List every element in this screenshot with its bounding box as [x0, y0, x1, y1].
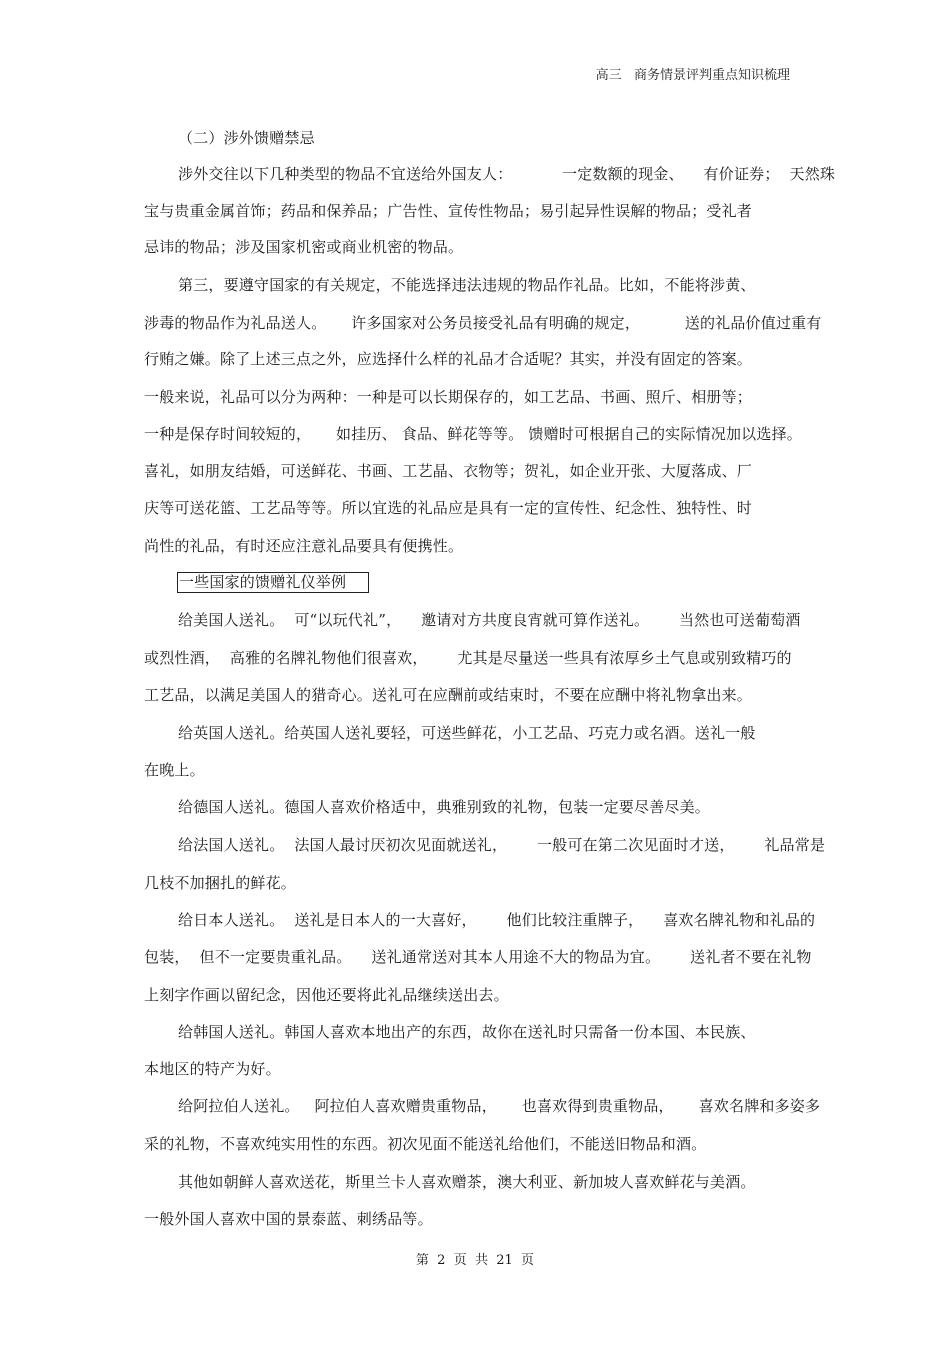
- paragraph-line: 喜礼，如朋友结婚，可送鲜花、书画、工艺晶、衣物等；贺礼，如企业开张、大厦落成、厂: [144, 462, 753, 480]
- paragraph-line: 一种是保存时间较短的， 如挂历、 食品、鲜花等等。 馈赠时可根据自己的实际情况加以选择。: [144, 425, 802, 443]
- running-header: 高三 商务情景评判重点知识梳理: [595, 68, 790, 83]
- paragraph-line: 本地区的特产为好。: [144, 1060, 281, 1078]
- section-heading: （二）涉外馈赠禁忌: [178, 129, 315, 147]
- paragraph-line: 给阿拉伯人送礼。 阿拉伯人喜欢赠贵重物品， 也喜欢得到贵重物品， 喜欢名牌和多姿多: [178, 1097, 821, 1115]
- paragraph-line: 一般外国人喜欢中国的景泰蓝、刺绣品等。: [144, 1210, 433, 1228]
- paragraph-line: 一般来说，礼品可以分为两种：一种是可以长期保存的，如工艺品、书画、照斤、相册等；: [144, 388, 753, 406]
- boxed-subheading: 一些国家的馈赠礼仪举例: [177, 572, 369, 593]
- paragraph-line: 行贿之嫌。除了上述三点之外，应选择什么样的礼品才合适呢？其实，并没有固定的答案。: [144, 350, 753, 368]
- paragraph-line: 给美国人送礼。 可“以玩代礼”， 邀请对方共度良宵就可算作送礼。 当然也可送葡萄酒: [178, 611, 801, 629]
- paragraph-line: 其他如朝鲜人喜欢送花，斯里兰卡人喜欢赠茶，澳大利亚、新加坡人喜欢鲜花与美酒。: [178, 1173, 756, 1191]
- paragraph-line: 几枝不加捆扎的鲜花。: [144, 874, 297, 892]
- paragraph-line: 给法国人送礼。 法国人最讨厌初次见面就送礼， 一般可在第二次见面时才送， 礼品常是: [178, 836, 826, 854]
- page-number-footer: 第 2 页 共 21 页: [415, 1253, 535, 1268]
- paragraph-line: 包装， 但不一定要贵重礼品。 送礼通常送对其本人用途不大的物品为宜。 送礼者不要在礼物: [144, 948, 812, 966]
- paragraph-line: 采的礼物，不喜欢纯实用性的东西。初次见面不能送礼给他们，不能送旧物品和酒。: [144, 1135, 707, 1153]
- paragraph-line: 涉外交往以下几种类型的物品不宜送给外国友人： 一定数额的现金、 有价证券； 天然珠: [178, 165, 836, 183]
- paragraph-line: 涉毒的物品作为礼品送人。 许多国家对公务员接受礼品有明确的规定， 送的礼品价值过重有: [144, 314, 822, 332]
- paragraph-line: 在晚上。: [144, 761, 205, 779]
- paragraph-line: 或烈性酒， 高雅的名牌礼物他们很喜欢， 尤其是尽量送一些具有浓厚乡土气息或别致精巧的: [144, 649, 792, 667]
- paragraph-line: 忌讳的物品；涉及国家机密或商业机密的物品。: [144, 238, 464, 256]
- paragraph-line: 庆等可送花篮、工艺品等等。所以宜选的礼品应是具有一定的宣传性、纪念性、独特性、时: [144, 499, 753, 517]
- paragraph-line: 给英国人送礼。给英国人送礼要轻，可送些鲜花，小工艺品、巧克力或名酒。送礼一般: [178, 724, 756, 742]
- paragraph-line: 上刻字作画以留纪念，因他还要将此礼品继续送出去。: [144, 986, 509, 1004]
- paragraph-line: 第三，要遵守国家的有关规定，不能选择违法违规的物品作礼品。比如，不能将涉黄、: [178, 276, 756, 294]
- paragraph-line: 给德国人送礼。德国人喜欢价格适中，典雅别致的礼物，包装一定要尽善尽美。: [178, 798, 711, 816]
- paragraph-line: 宝与贵重金属首饰；药品和保养品；广告性、宣传性物品；易引起异性误解的物品；受礼者: [144, 202, 753, 220]
- paragraph-line: 尚性的礼品，有时还应注意礼品要具有便携性。: [144, 537, 464, 555]
- paragraph-line: 给韩国人送礼。韩国人喜欢本地出产的东西，故你在送礼时只需备一份本国、本民族、: [178, 1023, 756, 1041]
- paragraph-line: 给日本人送礼。 送礼是日本人的一大喜好， 他们比较注重牌子， 喜欢名牌礼物和礼品的: [178, 911, 816, 929]
- paragraph-line: 工艺品，以满足美国人的猎奇心。送礼可在应酬前或结束时，不要在应酬中将礼物拿出来。: [144, 686, 753, 704]
